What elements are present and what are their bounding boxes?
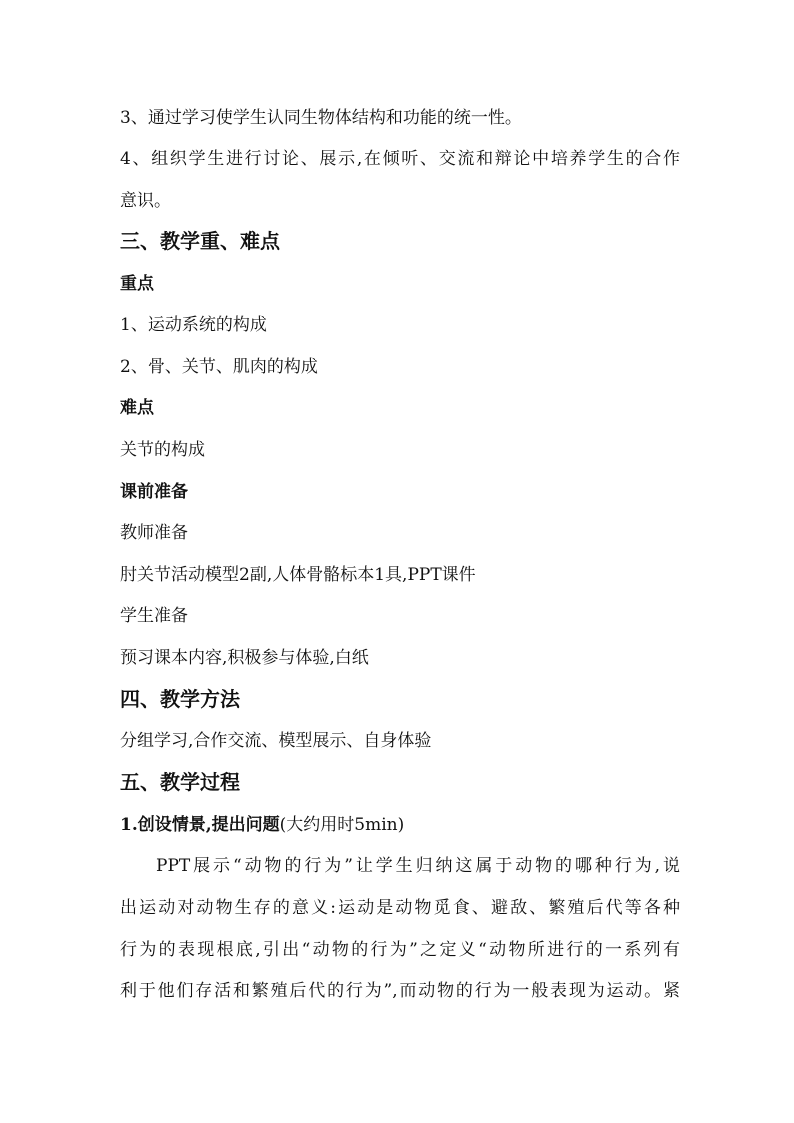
objective-item-3: 3、通过学习使学生认同生物体结构和功能的统一性。: [120, 108, 522, 128]
paragraph-line-4: 利于他们存活和繁殖后代的行为”,而动物的行为一般表现为运动。紧: [120, 981, 680, 1001]
student-preparation-label: 学生准备: [120, 606, 188, 626]
key-points-heading: 重点: [120, 274, 154, 294]
section-4-title: 四、教学方法: [120, 687, 240, 711]
student-preparation-text: 预习课本内容,积极参与体验,白纸: [120, 648, 369, 668]
step-1-duration: (大约用时5min): [279, 815, 405, 835]
section-3-title: 三、教学重、难点: [120, 229, 280, 253]
objective-item-4-line-1: 4、组织学生进行讨论、展示,在倾听、交流和辩论中培养学生的合作: [120, 149, 680, 169]
step-1-title: 1.创设情景,提出问题: [120, 815, 280, 835]
teacher-preparation-label: 教师准备: [120, 523, 188, 543]
objective-item-4-line-2: 意识。: [120, 191, 171, 211]
section-5-title: 五、教学过程: [120, 770, 240, 794]
difficulty-text: 关节的构成: [120, 440, 205, 460]
paragraph-line-1: PPT展示“动物的行为”让学生归纳这属于动物的哪种行为,说: [156, 856, 680, 876]
key-point-1: 1、运动系统的构成: [120, 315, 267, 335]
difficulty-heading: 难点: [120, 398, 154, 418]
paragraph-line-3: 行为的表现根底,引出“动物的行为”之定义“动物所进行的一系列有: [120, 940, 680, 960]
teaching-methods-text: 分组学习,合作交流、模型展示、自身体验: [120, 731, 432, 751]
step-1-heading: [120, 813, 680, 837]
paragraph-line-2: 出运动对动物生存的意义:运动是动物觅食、避敌、繁殖后代等各种: [120, 898, 680, 918]
key-point-2: 2、骨、关节、肌肉的构成: [120, 357, 318, 377]
preparation-heading: 课前准备: [120, 482, 188, 502]
teacher-preparation-text: 肘关节活动模型2副,人体骨骼标本1具,PPT课件: [120, 565, 476, 585]
